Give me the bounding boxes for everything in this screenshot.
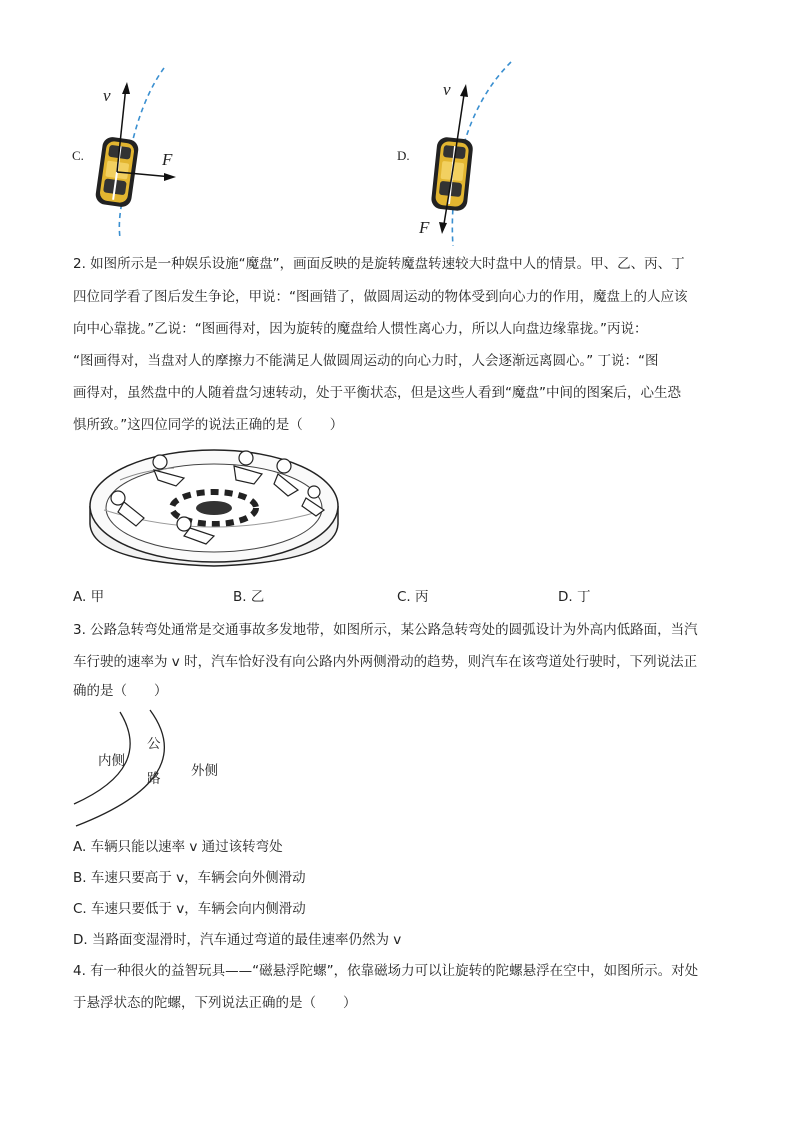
option-d-label: D. (397, 148, 410, 163)
force-label-d: F (419, 218, 430, 237)
car-velocity-force-diagram-d (385, 58, 525, 248)
road-label-2: 路 (147, 771, 161, 787)
question-2-line: 惧所致。”这四位同学的说法正确的是（ ） (73, 417, 344, 433)
question-3-option-c[interactable]: C. 车速只要低于 v，车辆会向内侧滑动 (73, 901, 306, 917)
question-2-line: 向中心靠拢。”乙说：“图画得对，因为旋转的魔盘给人惯性离心力，所以人向盘边缘靠拢。”丙说： (73, 321, 648, 337)
question-3-option-a[interactable]: A. 车辆只能以速率 v 通过该转弯处 (73, 839, 283, 855)
q1-figure-d (385, 58, 525, 248)
question-3-line: 确的是（ ） (73, 683, 168, 699)
magic-disc-illustration (84, 440, 344, 572)
question-2-line: 2. 如图所示是一种娱乐设施“魔盘”，画面反映的是旋转魔盘转速较大时盘中人的情景。甲、乙、丙、丁 (73, 256, 685, 272)
question-2-option-c[interactable]: C. 丙 (397, 589, 429, 605)
question-2-option-d[interactable]: D. 丁 (558, 589, 591, 605)
question-3-line: 3. 公路急转弯处通常是交通事故多发地带，如图所示，某公路急转弯处的圆弧设计为外高内低路面，当汽 (73, 622, 698, 638)
question-4-line: 4. 有一种很火的益智玩具——“磁悬浮陀螺”，依靠磁场力可以让旋转的陀螺悬浮在空中，如图所示。对处 (73, 963, 699, 979)
question-4-line: 于悬浮状态的陀螺，下列说法正确的是（ ） (73, 995, 357, 1011)
road-label-1: 公 (147, 736, 161, 752)
force-label-c: F (162, 150, 173, 169)
car-velocity-force-diagram-c (60, 62, 200, 240)
velocity-label-c: v (103, 86, 111, 105)
question-2-line: 四位同学看了图后发生争论，甲说：“图画错了，做圆周运动的物体受到向心力的作用，魔盘上的人应该 (73, 289, 688, 305)
option-c-label: C. (72, 148, 84, 163)
q1-figure-c (60, 62, 200, 240)
question-2-line: 画得对，虽然盘中的人随着盘匀速转动，处于平衡状态，但是这些人看到“魔盘”中间的图案后，心生恐 (73, 385, 681, 401)
question-3-option-b[interactable]: B. 车速只要高于 v，车辆会向外侧滑动 (73, 870, 306, 886)
question-2-line: “图画得对，当盘对人的摩擦力不能满足人做圆周运动的向心力时，人会逐渐远离圆心。” 丁说：“图 (73, 353, 659, 369)
question-3-line: 车行驶的速率为 v 时，汽车恰好没有向公路内外两侧滑动的趋势，则汽车在该弯道处行驶时，下列说法正 (73, 654, 698, 670)
question-2-option-b[interactable]: B. 乙 (233, 589, 265, 605)
velocity-label-d: v (443, 80, 451, 99)
inner-side-label: 内侧 (98, 753, 125, 769)
question-2-option-a[interactable]: A. 甲 (73, 589, 105, 605)
question-3-option-d[interactable]: D. 当路面变湿滑时，汽车通过弯道的最佳速率仍然为 v (73, 932, 402, 948)
outer-side-label: 外侧 (191, 763, 218, 779)
